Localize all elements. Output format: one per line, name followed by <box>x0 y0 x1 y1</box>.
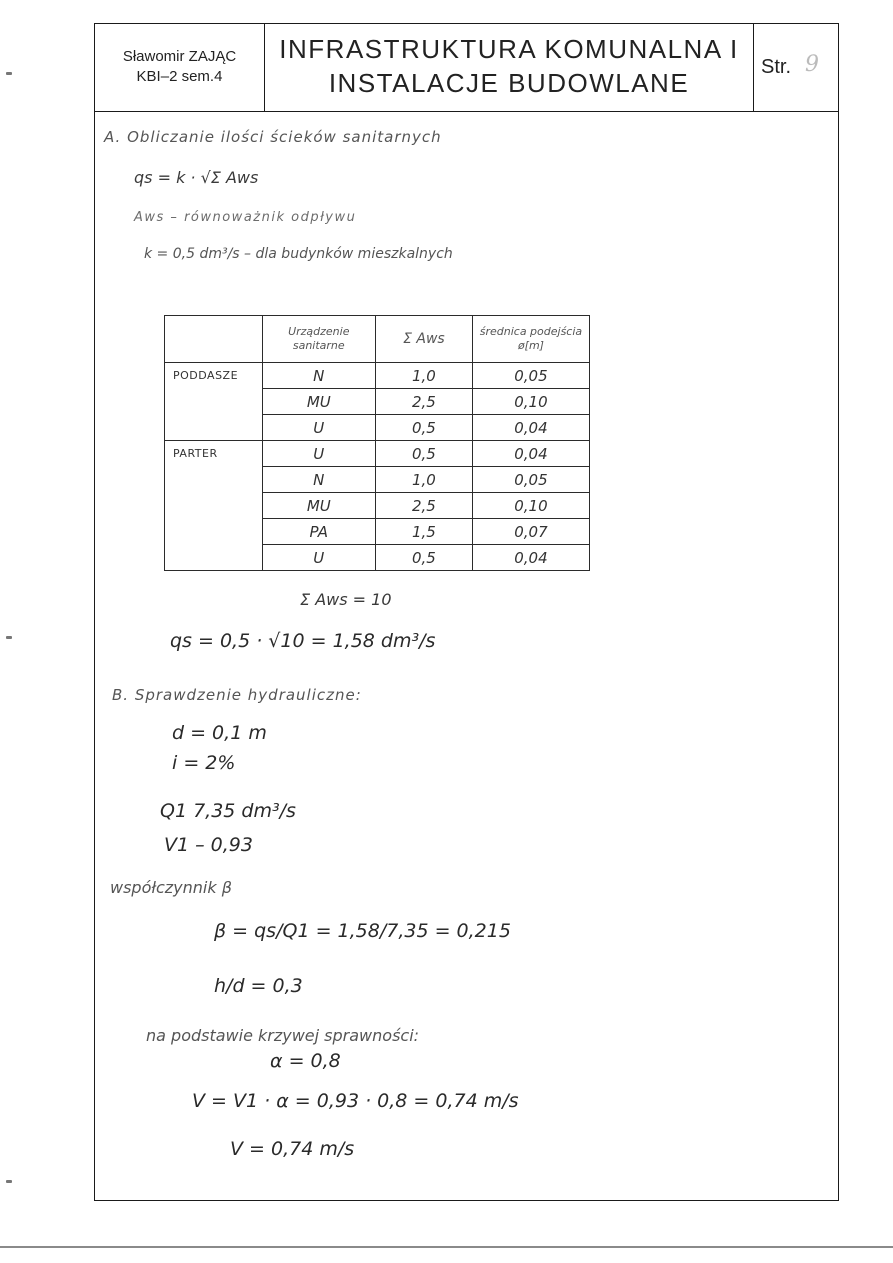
section-a-heading: A. Obliczanie ilości ścieków sanitarnych <box>104 128 442 146</box>
qs-formula: qs = k · √Σ Aws <box>134 168 259 187</box>
aws-cell: 0,5 <box>375 441 472 467</box>
table-row <box>165 363 590 389</box>
title-line-2: INSTALACJE BUDOWLANE <box>328 68 690 98</box>
table-header-cell: średnica podejścia ø[m] <box>472 316 589 363</box>
title-cell <box>265 24 754 111</box>
title-line-1: INFRASTRUKTURA KOMUNALNA I <box>279 34 739 64</box>
page-label: Str. <box>761 56 792 78</box>
alpha-value: α = 0,8 <box>270 1050 341 1072</box>
diameter-cell: 0,10 <box>472 493 589 519</box>
aws-cell: 1,0 <box>375 467 472 493</box>
table-row <box>165 441 590 467</box>
device-cell: U <box>262 441 375 467</box>
diameter-cell: 0,04 <box>472 545 589 571</box>
diameter-value: d = 0,1 m <box>172 722 267 744</box>
efficiency-curve-note: na podstawie krzywej sprawności: <box>146 1026 420 1045</box>
slope-value: i = 2% <box>172 752 236 774</box>
page-number: 9 <box>805 52 819 77</box>
section-b-heading: B. Sprawdzenie hydrauliczne: <box>112 686 362 704</box>
scan-speck <box>6 636 12 639</box>
velocity-calc: V = V1 · α = 0,93 · 0,8 = 0,74 m/s <box>192 1090 519 1112</box>
device-cell: N <box>262 363 375 389</box>
device-cell: N <box>262 467 375 493</box>
scan-bottom-line <box>0 1246 893 1248</box>
title-block <box>95 24 838 112</box>
beta-calc: β = qs/Q1 = 1,58/7,35 = 0,215 <box>214 920 511 942</box>
diameter-cell: 0,10 <box>472 389 589 415</box>
device-cell: PA <box>262 519 375 545</box>
group-label: PARTER <box>165 441 263 571</box>
aws-cell: 2,5 <box>375 493 472 519</box>
group-label: PODDASZE <box>165 363 263 441</box>
author-group: KBI–2 sem.4 <box>136 68 223 85</box>
device-cell: U <box>262 415 375 441</box>
device-cell: MU <box>262 389 375 415</box>
aws-cell: 1,0 <box>375 363 472 389</box>
page-cell <box>755 24 840 111</box>
aws-cell: 0,5 <box>375 415 472 441</box>
diameter-cell: 0,04 <box>472 441 589 467</box>
coefficient-label: współczynnik β <box>110 878 232 897</box>
h-d-ratio: h/d = 0,3 <box>214 975 303 997</box>
aws-cell: 2,5 <box>375 389 472 415</box>
devices-table <box>164 315 590 571</box>
drawing-sheet <box>94 23 839 1201</box>
device-cell: U <box>262 545 375 571</box>
qs-result: qs = 0,5 · √10 = 1,58 dm³/s <box>170 630 436 652</box>
aws-description: Aws – równoważnik odpływu <box>134 210 357 225</box>
author-name: Sławomir ZAJĄC <box>122 48 237 65</box>
diameter-cell: 0,04 <box>472 415 589 441</box>
device-cell: MU <box>262 493 375 519</box>
table-header-cell: Σ Aws <box>375 316 472 363</box>
velocity-final: V = 0,74 m/s <box>230 1138 355 1160</box>
author-cell <box>95 24 265 111</box>
diameter-cell: 0,07 <box>472 519 589 545</box>
diameter-cell: 0,05 <box>472 363 589 389</box>
v1-value: V1 – 0,93 <box>164 834 253 856</box>
table-header-cell: Urządzenie sanitarne <box>262 316 375 363</box>
scan-speck <box>6 72 12 75</box>
q1-value: Q1 7,35 dm³/s <box>160 800 296 822</box>
aws-cell: 0,5 <box>375 545 472 571</box>
diameter-cell: 0,05 <box>472 467 589 493</box>
aws-cell: 1,5 <box>375 519 472 545</box>
table-header-row <box>165 316 590 363</box>
scan-speck <box>6 1180 12 1183</box>
sum-aws: Σ Aws = 10 <box>300 590 392 609</box>
table-header-cell <box>165 316 263 363</box>
k-definition: k = 0,5 dm³/s – dla budynków mieszkalnych <box>144 246 453 262</box>
